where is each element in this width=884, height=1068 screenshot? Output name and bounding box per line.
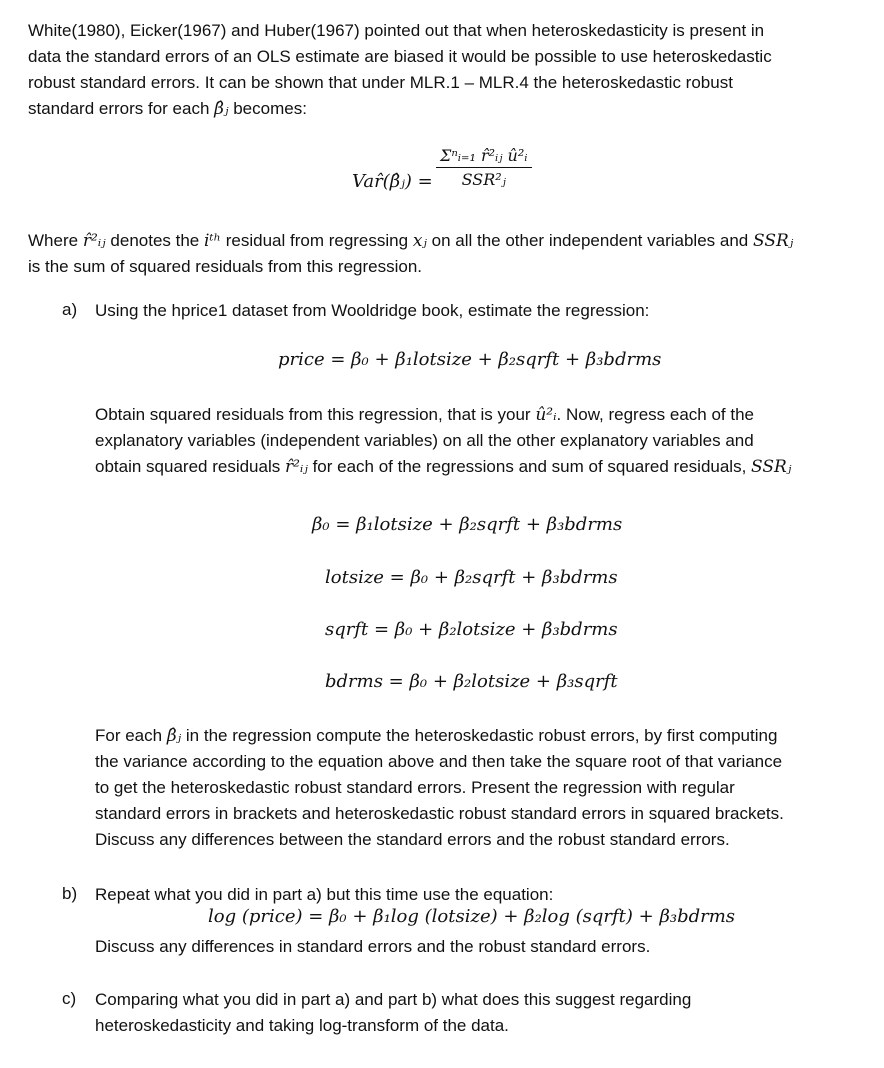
where-a: Where <box>28 231 79 250</box>
part-a-p1-a: Obtain squared residuals from this regression, that is your <box>95 405 531 424</box>
part-a-p1-line3b: for each of the regressions and sum of squared residuals, <box>312 457 747 476</box>
part-c-line-1: Comparing what you did in part a) and part b) what does this suggest regarding <box>95 990 692 1009</box>
part-a-p1-line2: explanatory variables (independent variables) on all the other explanatory variables and <box>95 431 754 450</box>
part-c-label: c) <box>62 989 77 1008</box>
ssr-j-symbol: SSRⱼ <box>751 457 792 477</box>
intro-line-4b: becomes: <box>233 99 307 118</box>
intro-line-3: robust standard errors. It can be shown that under MLR.1 – MLR.4 the heteroskedastic robust <box>28 73 733 92</box>
beta-hat-j-symbol: β̂ⱼ <box>214 99 229 119</box>
part-c-paragraph <box>95 987 855 1039</box>
variance-formula-fraction <box>436 146 532 189</box>
where-b: denotes the <box>110 231 200 250</box>
part-a-label: a) <box>62 300 78 319</box>
variance-formula-denominator: SSR²ⱼ <box>461 170 506 189</box>
ssr-j-symbol: SSRⱼ <box>752 231 794 251</box>
where-e: is the sum of squared residuals from this regression. <box>28 257 423 276</box>
part-c-line-2: heteroskedasticity and taking log-transform of the data. <box>95 1016 509 1035</box>
r-hat-sq-ij-symbol: r̂²ᵢⱼ <box>284 457 308 477</box>
where-paragraph <box>28 228 858 280</box>
part-a-p2-line4: standard errors in brackets and heteroskedastic robust standard errors in squared brackets. <box>95 804 784 823</box>
aux-equation-4: bdrms = β₀ + β₂lotsize + β₃sqrft <box>325 671 618 692</box>
part-a-paragraph-1 <box>95 402 855 480</box>
part-b-line-3: Discuss any differences in standard errors and the robust standard errors. <box>95 937 651 956</box>
u-hat-sq-i-symbol: û²ᵢ <box>535 405 557 425</box>
where-c: residual from regressing <box>225 231 409 250</box>
part-a-p2-line1b: in the regression compute the heteroskedastic robust errors, by first computing <box>185 726 778 745</box>
part-b-label: b) <box>62 884 78 903</box>
part-b-line-1: Repeat what you did in part a) but this time use the equation: <box>95 885 554 904</box>
part-a-p2-line2: the variance according to the equation above and then take the square root of that variance <box>95 752 783 771</box>
beta-hat-j-symbol: β̂ⱼ <box>166 726 182 746</box>
part-a-paragraph-2 <box>95 723 855 853</box>
intro-line-4a: standard errors for each <box>28 99 210 118</box>
aux-equation-2: lotsize = β₀ + β₂sqrft + β₃bdrms <box>325 567 618 588</box>
variance-formula-numerator: Σⁿᵢ₌₁ r̂²ᵢⱼ û²ᵢ <box>440 146 528 165</box>
part-a-p1-b: . Now, regress each of the <box>556 405 755 424</box>
fraction-bar <box>436 167 532 168</box>
intro-line-2: data the standard errors of an OLS estimate are biased it would be possible to use heteroskedastic <box>28 47 772 66</box>
part-a-p2-line3: to get the heteroskedastic robust standard errors. Present the regression with regular <box>95 778 735 797</box>
aux-equation-1: β₀ = β₁lotsize + β₂sqrft + β₃bdrms <box>312 514 623 535</box>
part-a-p2-line5: Discuss any differences between the standard errors and the robust standard errors. <box>95 830 730 849</box>
part-b-equation: log (price) = β₀ + β₁log (lotsize) + β₂log (sqrft) + β₃bdrms <box>208 906 736 927</box>
part-a-p2-line1a: For each <box>95 726 163 745</box>
part-a-p1-line3a: obtain squared residuals <box>95 457 281 476</box>
intro-line-1: White(1980), Eicker(1967) and Huber(1967) pointed out that when heteroskedasticity is present in <box>28 21 765 40</box>
where-d: on all the other independent variables and <box>431 231 749 250</box>
aux-equation-3: sqrft = β₀ + β₂lotsize + β₃bdrms <box>325 619 618 640</box>
x-j-symbol: xⱼ <box>412 231 427 251</box>
variance-formula-lhs: Var̂(β̂ⱼ) = <box>352 171 433 192</box>
part-a-regression: price = β₀ + β₁lotsize + β₂sqrft + β₃bdrms <box>278 349 662 370</box>
intro-paragraph <box>28 18 858 122</box>
i-th-symbol: iᵗʰ <box>204 231 221 251</box>
part-a-intro: Using the hprice1 dataset from Wooldridge book, estimate the regression: <box>95 301 650 320</box>
r-hat-sq-ij-symbol: r̂²ᵢⱼ <box>82 231 106 251</box>
